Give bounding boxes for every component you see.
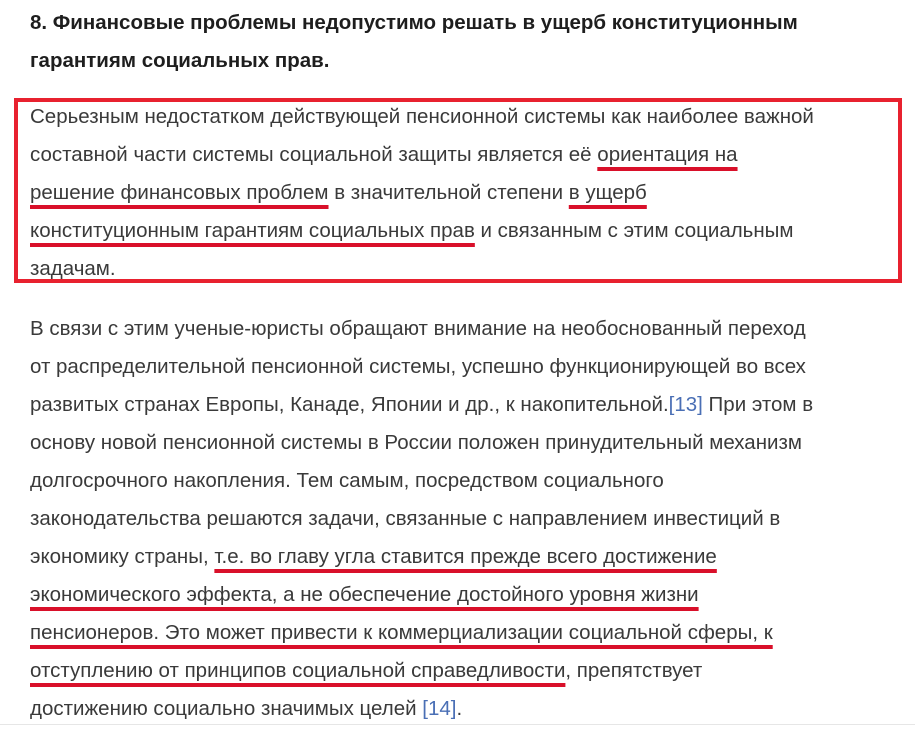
- paragraph-line: [30, 212, 814, 250]
- underlined-phrase: т.е. во главу угла ставится прежде всего достижение: [214, 545, 717, 568]
- underlined-phrase: решение финансовых проблем: [30, 181, 329, 204]
- text-segment: задачам.: [30, 257, 116, 280]
- text-segment: достижению социально значимых целей: [30, 697, 423, 720]
- section-heading: [30, 4, 910, 80]
- underlined-phrase: конституционным гарантиям социальных прав: [30, 219, 475, 242]
- paragraph-line: [30, 500, 813, 538]
- text-segment: Серьезным недостатком действующей пенсионной системы как наиболее важной: [30, 105, 814, 128]
- heading-line: гарантиям социальных прав.: [30, 49, 330, 72]
- text-segment: развитых странах Европы, Канаде, Японии и др., к накопительной.: [30, 393, 669, 416]
- text-segment: В связи с этим ученые-юристы обращают внимание на необоснованный переход: [30, 317, 806, 340]
- text-segment: законодательства решаются задачи, связанные с направлением инвестиций в: [30, 507, 781, 530]
- underlined-phrase: ориентация на: [597, 143, 738, 166]
- underlined-phrase: в ущерб: [568, 181, 647, 204]
- highlighted-paragraph: [30, 98, 814, 288]
- text-segment: в значительной степени: [328, 181, 569, 204]
- paragraph-line: [30, 614, 813, 652]
- underlined-phrase: отступлению от принципов социальной справедливости: [30, 659, 566, 682]
- text-segment: При этом в: [702, 393, 814, 416]
- bottom-divider: [0, 724, 915, 725]
- body-paragraph: [30, 310, 813, 728]
- underlined-phrase: пенсионеров. Это может привести к коммерциализации социальной сферы, к: [30, 621, 773, 644]
- text-segment: и связанным с этим социальным: [474, 219, 794, 242]
- paragraph-line: [30, 424, 813, 462]
- footnote-link-13[interactable]: [13]: [668, 393, 703, 416]
- text-segment: .: [456, 697, 463, 720]
- paragraph-line: [30, 174, 814, 212]
- text-segment: , препятствует: [565, 659, 703, 682]
- footnote-link-14[interactable]: [14]: [422, 697, 457, 720]
- text-segment: экономику страны,: [30, 545, 215, 568]
- underlined-phrase: экономического эффекта, а не обеспечение достойного уровня жизни: [30, 583, 699, 606]
- paragraph-line: [30, 310, 813, 348]
- paragraph-line: [30, 462, 813, 500]
- paragraph-line: [30, 98, 814, 136]
- text-segment: составной части системы социальной защиты является её: [30, 143, 598, 166]
- paragraph-line: [30, 250, 814, 288]
- text-segment: от распределительной пенсионной системы, успешно функционирующей во всех: [30, 355, 806, 378]
- heading-line: 8. Финансовые проблемы недопустимо решать в ущерб конституционным: [30, 11, 798, 34]
- text-segment: основу новой пенсионной системы в России положен принудительный механизм: [30, 431, 802, 454]
- text-segment: долгосрочного накопления. Тем самым, посредством социального: [30, 469, 664, 492]
- paragraph-line: [30, 576, 813, 614]
- paragraph-line: [30, 136, 814, 174]
- paragraph-line: [30, 652, 813, 690]
- paragraph-line: [30, 386, 813, 424]
- paragraph-line: [30, 348, 813, 386]
- paragraph-line: [30, 538, 813, 576]
- paragraph-line: [30, 690, 813, 728]
